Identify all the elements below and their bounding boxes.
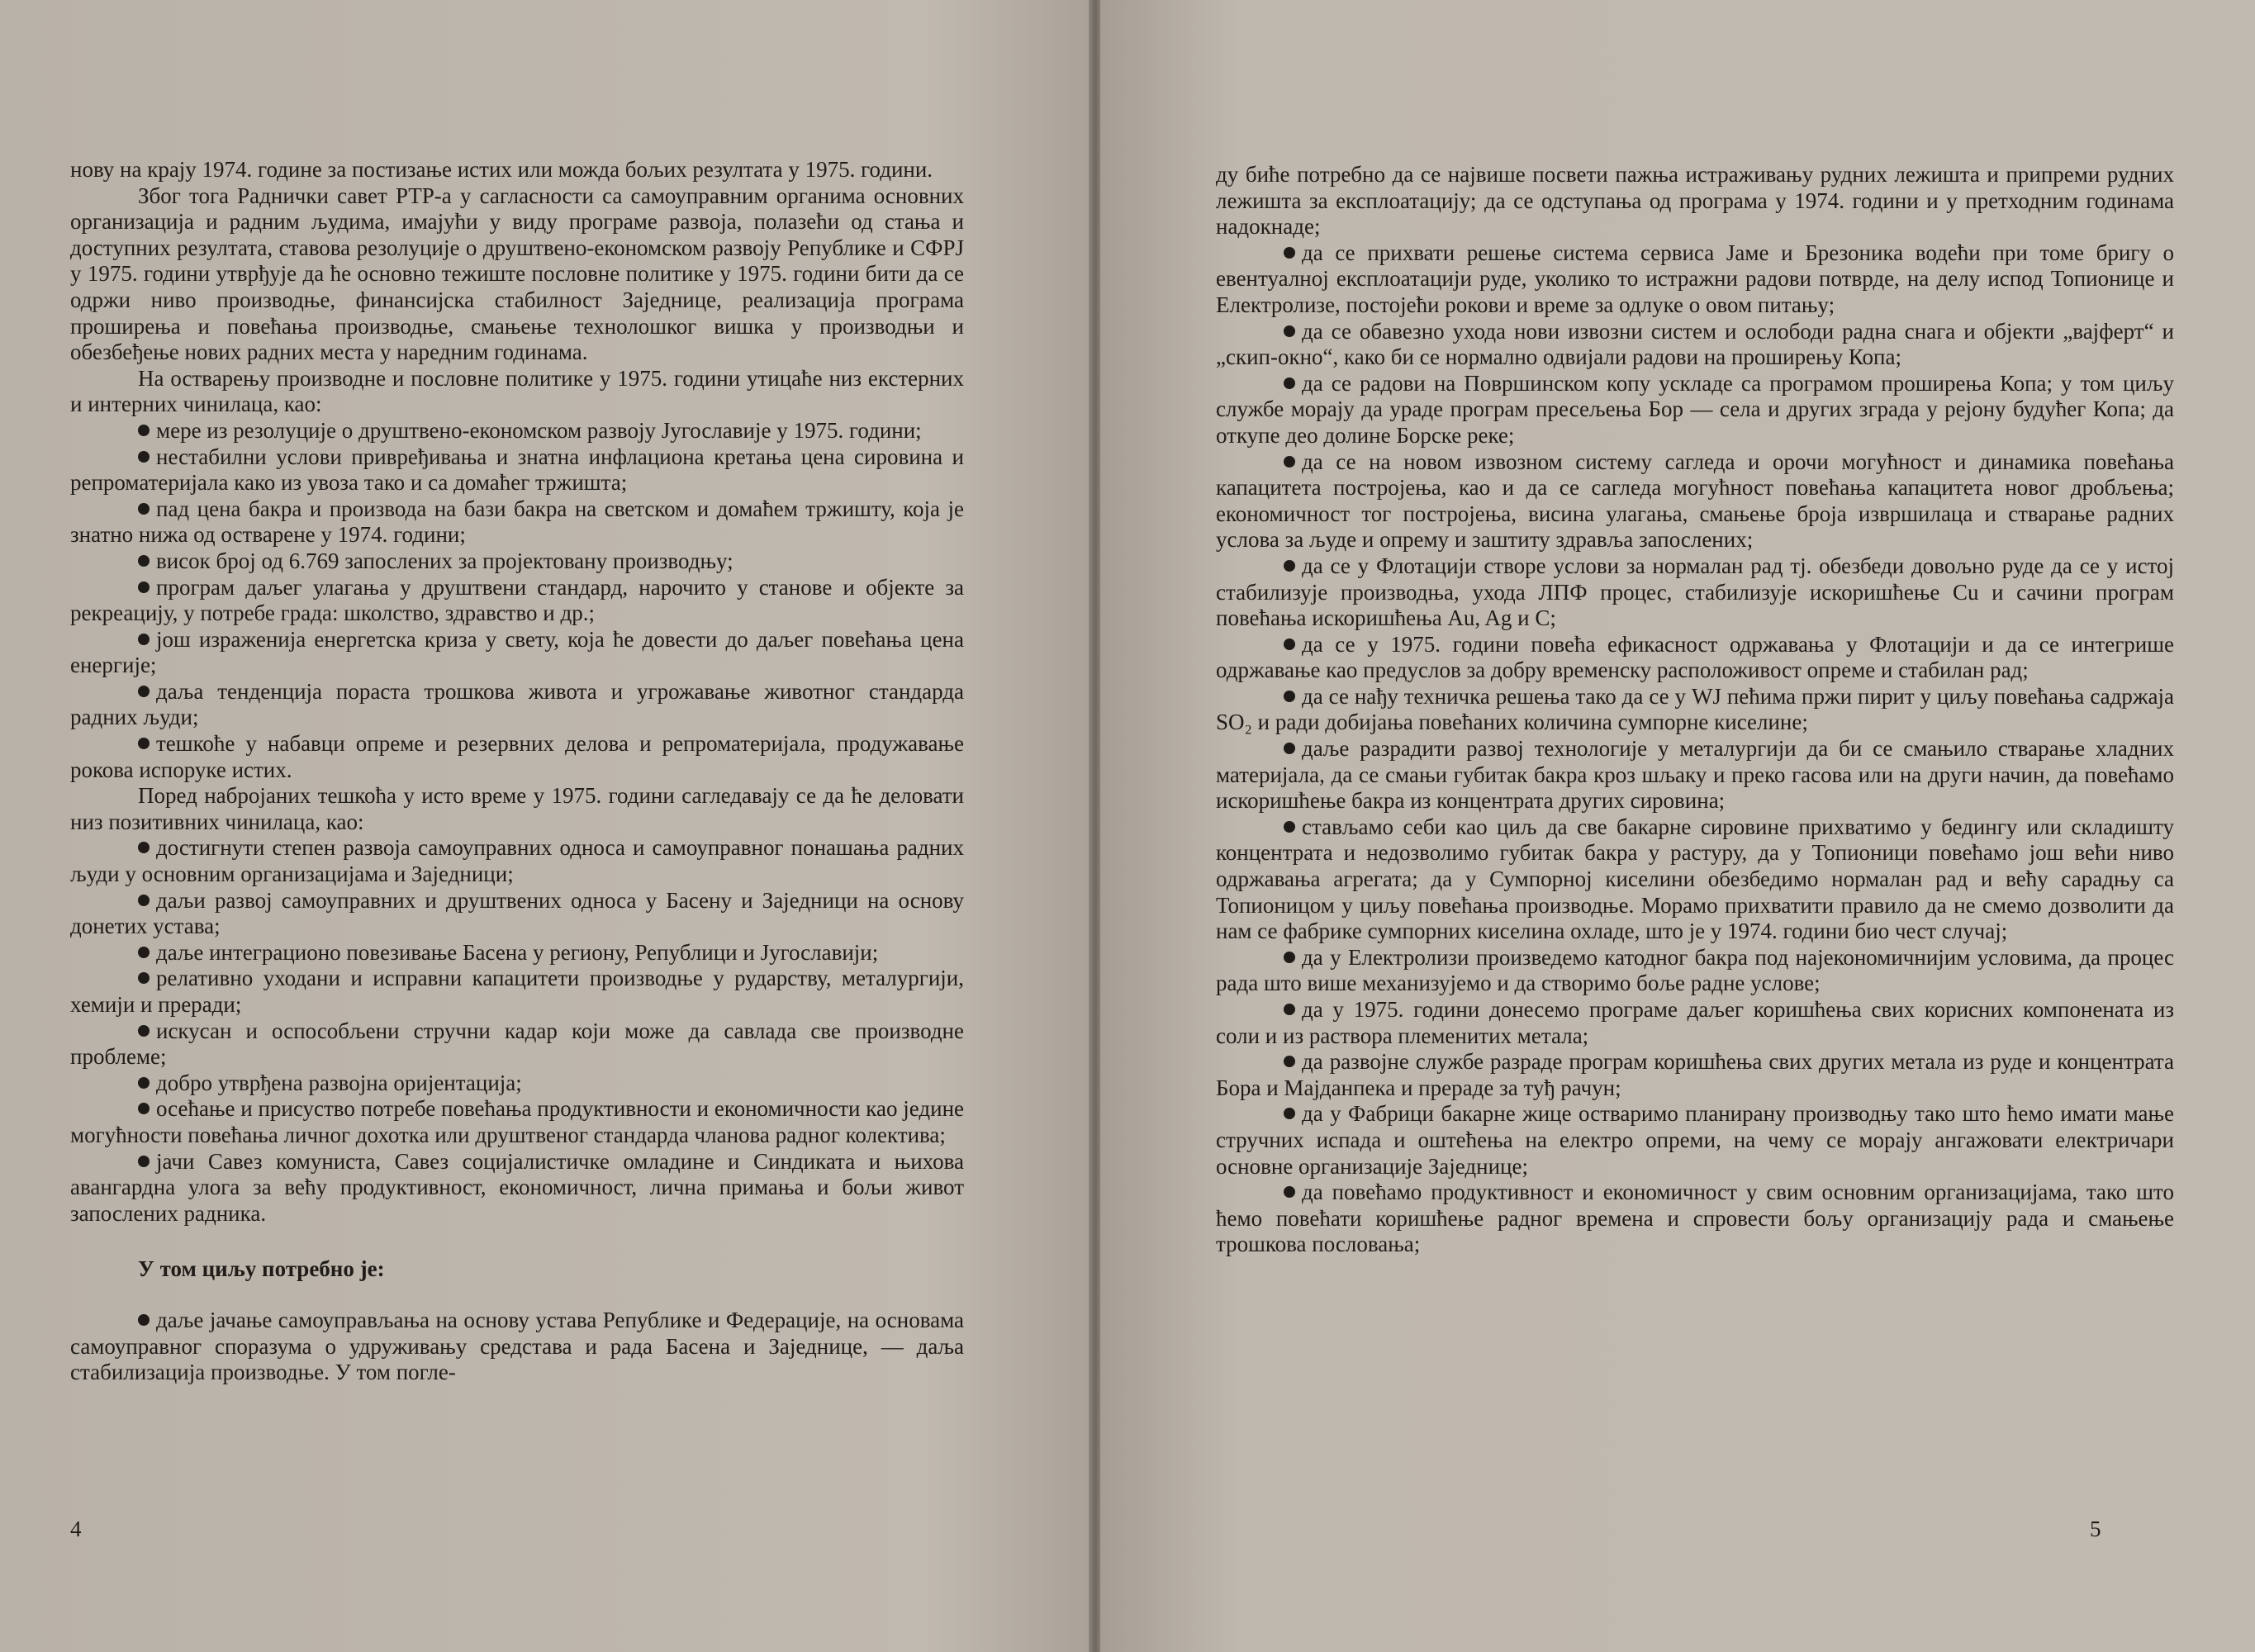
bullet-item: стављамо себи као циљ да све бакарне сировине прихватимо у бедингу или складишту концентрата и недозволимо губитак бакра у растуру, да у Топионици повећамо још већи ниво одржавања агрегата; да у Сумпорној киселини обезбедимо нормалан рад и већу сарадњу са Топионицом у циљу повећања производње. Морамо прихватити правило да не смемо дозволити да нам се фабрике сумпорних киселина охладе, што је у 1974. години био чест случај; <box>1216 814 2174 944</box>
bullet-item: програм даљег улагања у друштвени стандард, нарочито у станове и објекте за рекреацију, у потребе града: школство, здравство и др.; <box>70 574 964 626</box>
bullet-item: да се у 1975. години повећа ефикасност одржавања у Флотацији и да се интегрише одржавање као предуслов за добру временску расположивост опреме и стабилан рад; <box>1216 631 2174 683</box>
bullet-item: да се прихвати решење система сервиса Јаме и Брезоника водећи при томе бригу о евентуалној експлоатацији руде, уколико то истражни радови потврде, на делу испод Топионице и Електролизе, постојећи рокови и време за одлуке о овом питању; <box>1216 240 2174 317</box>
bullet-item: да у Електролизи произведемо катодног бакра под најекономичнијим условима, да процес рада што више механизујемо и да створимо боље радне услове; <box>1216 944 2174 996</box>
paragraph: Због тога Раднички савет РТР-а у сагласности са самоуправним органима основних организација и радним људима, имајући у виду програме развоја, полазећи од стања и доступних резултата, ставова резолуције о друштвено-економском развоју Републике и СФРЈ у 1975. години утврђује да ће основно тежиште пословне политике у 1975. години бити да се одржи ниво производње, финансијска стабилност Заједнице, реализација програма проширења и повећања производње, смањење технолошког вишка у производњи и обезбеђење нових радних места у наредним годинама. <box>70 183 964 365</box>
page-number-right: 5 <box>2090 1517 2101 1541</box>
bullet-item: пад цена бакра и производа на бази бакра на светском и домаћем тржишту, која је знатно нижа од остварене у 1974. години; <box>70 496 964 548</box>
bullet-item: да се у Флотацији створе услови за нормалан рад тј. обезбеди довољно руде да се у истој стабилизује производња, ухода ЛПФ процес, стабилизује искоришћење Cu и сачини програм повећања искоришћења Au, Ag и C; <box>1216 553 2174 631</box>
bullet-item: да повећамо продуктивност и економичност у свим основним организацијама, тако што ћемо повећати коришћење радног времена и спровести бољу организацију рада и смањење трошкова пословања; <box>1216 1180 2174 1257</box>
bullet-item: да у 1975. години донесемо програме даљег коришћења свих корисних компонената из соли и из раствора племенитих метала; <box>1216 997 2174 1048</box>
bullet-item: даље разрадити развој технологије у металургији да би се смањило стварање хладних материјала, да се смањи губитак бакра кроз шљаку и преко гасова или на други начин, да повећамо искоришћење бакра из концентрата других сировина; <box>1216 736 2174 814</box>
bullet-item: да развојне службе разраде програм коришћења свих других метала из руде и концентрата Бора и Мајданпека и прераде за туђ рачун; <box>1216 1049 2174 1100</box>
bullet-item: висок број од 6.769 запослених за пројектовану производњу; <box>70 548 964 575</box>
bullet-item: даља тенденција пораста трошкова живота и угрожавање животног стандарда радних људи; <box>70 678 964 730</box>
bullet-item: релативно уходани и исправни капацитети производње у рударству, металургији, хемији и преради; <box>70 966 964 1017</box>
bullet-item: достигнути степен развоја самоуправних односа и самоуправног понашања радних људи у основним организацијама и Заједници; <box>70 835 964 887</box>
right-page <box>1100 0 2255 1652</box>
continued-paragraph: ду биће потребно да се највише посвети пажња истраживању рудних лежишта и припреми рудних лежишта за експлоатацију; да се одступања од програма у 1974. години и у претходним годинама надокнаде; <box>1216 162 2174 240</box>
left-text-column <box>70 157 964 1386</box>
bullet-item: да се на новом извозном систему сагледа и орочи могућност и динамика повећања капацитета постројења, као и да се сагледа могућност повећања капацитета новог дробљења; економичност тог постројења, висина улагања, смањење броја извршилаца и стварање радних услова за људе и опрему и заштиту здравља запослених; <box>1216 449 2174 553</box>
bullet-item: искусан и оспособљени стручни кадар који може да савлада све производне проблеме; <box>70 1018 964 1070</box>
page-number-left: 4 <box>70 1517 82 1541</box>
bullet-item: да се радови на Површинском копу ускладе са програмом проширења Копа; у том циљу службе морају да ураде програм пресељења Бор — села и других зграда у рејону будућег Копа; да откупе део долине Борске реке; <box>1216 370 2174 448</box>
bullet-item: још изражениja енергетска криза у свету, која ће довести до даљег повећања цена енергије; <box>70 626 964 678</box>
section-heading: У том циљу потребно је: <box>138 1256 385 1282</box>
continued-paragraph: нову на крају 1974. године за постизање истих или можда бољих резултата у 1975. години. <box>70 157 933 182</box>
bullet-item: даљи развој самоуправних и друштвених односа у Басену и Заједници на основу донетих устава; <box>70 887 964 939</box>
bullet-item: добро утврђена развојна оријентација; <box>70 1070 964 1097</box>
left-page <box>0 0 1090 1652</box>
bullet-item: даље интеграционо повезивање Басена у региону, Републици и Југославији; <box>70 940 964 966</box>
bullet-item: да се нађу техничка решења тако да се у WJ пећима пржи пирит у циљу повећања садржаја SO₂ и ради добијања повећаних количина сумпорне киселине; <box>1216 683 2174 735</box>
bullet-item: да у Фабрици бакарне жице остваримо планирану производњу тако што ћемо имати мање стручних испада и оштећења на електро опреми, на чему се морају ангажовати електричари основне организације Заједнице; <box>1216 1101 2174 1179</box>
bullet-item: осећање и присуство потребе повећања продуктивности и економичности као једине могућности повећања личног дохотка или друштвеног стандарда чланова радног колектива; <box>70 1096 964 1147</box>
paragraph: На остварењу производне и пословне политике у 1975. години утицаће низ екстерних и интерних чинилаца, као: <box>70 365 964 417</box>
bullet-item: нестабилни услови привређивања и знатна инфлациона кретања цена сировина и репроматеријала како из увоза тако и са домаћег тржишта; <box>70 444 964 496</box>
right-text-column <box>1216 162 2174 1258</box>
bullet-item: тешкоће у набавци опреме и резервних делова и репроматеријала, продужавање рокова испоруке истих. <box>70 731 964 782</box>
bullet-item: да се обавезно ухода нови извозни систем и ослободи радна снага и објекти „вајферт“ и „скип-окно“, како би се нормално одвијали радови на проширењу Копа; <box>1216 318 2174 370</box>
bullet-item: мере из резолуције о друштвено-економском развоју Југославије у 1975. години; <box>70 418 964 444</box>
bullet-item: јачи Савез комуниста, Савез социјалистичке омладине и Синдиката и њихова авангардна улога за већу продуктивност, економичност, лична примања и бољи живот запослених радника. <box>70 1148 964 1226</box>
paragraph: Поред набројаних тешкоћа у исто време у 1975. години сагледавају се да ће деловати низ позитивних чинилаца, као: <box>70 783 964 834</box>
bullet-item: даље јачање самоуправљања на основу устава Републике и Федерације, на основама самоуправног споразума о удруживању средстава и рада Басена и Заједнице, — даља стабилизација производње. У том погле- <box>70 1307 964 1385</box>
